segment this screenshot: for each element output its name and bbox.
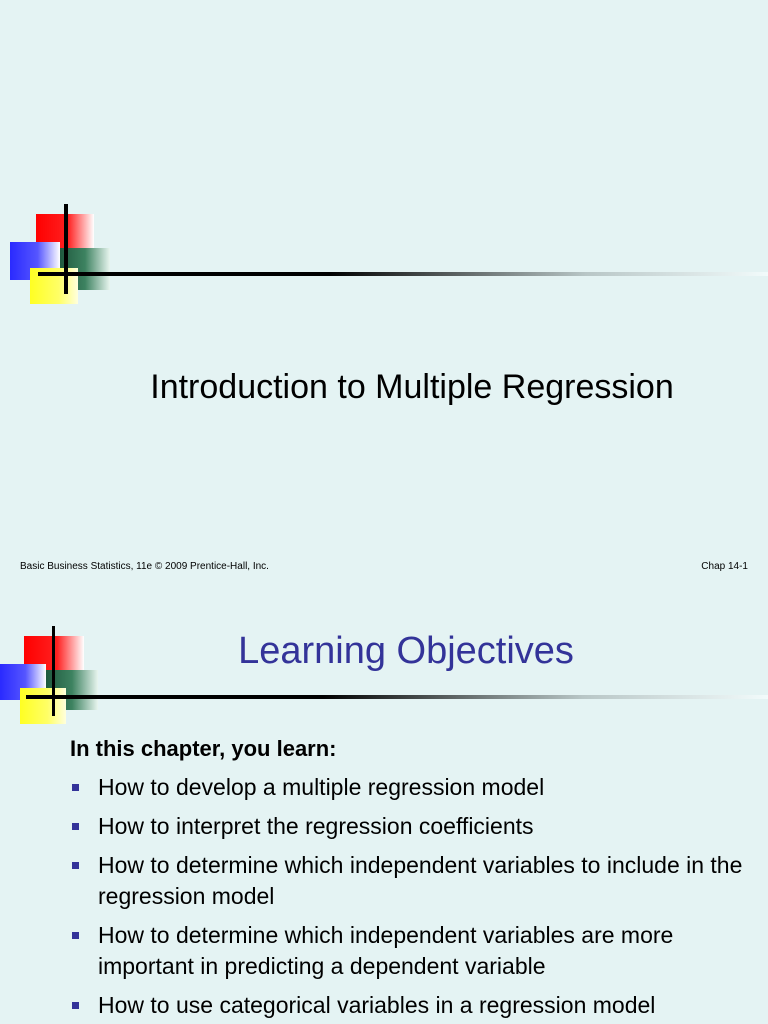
square-bullet-icon bbox=[72, 932, 79, 939]
list-item bbox=[70, 920, 760, 982]
square-bullet-icon bbox=[72, 862, 79, 869]
title-rule bbox=[26, 695, 768, 699]
objectives-slide bbox=[0, 586, 768, 1024]
list-item bbox=[70, 990, 760, 1021]
list-item-text: How to determine which independent variables are more important in predicting a dependent variable bbox=[98, 922, 674, 979]
slide-title: Learning Objectives bbox=[238, 630, 574, 672]
list-item-text: How to use categorical variables in a regression model bbox=[98, 992, 656, 1018]
slide-title: Introduction to Multiple Regression bbox=[150, 368, 674, 406]
list-item-text: How to interpret the regression coefficients bbox=[98, 813, 534, 839]
list-item-text: How to develop a multiple regression model bbox=[98, 774, 545, 800]
slide-logo-icon bbox=[10, 204, 110, 304]
footer-copyright: Basic Business Statistics, 11e © 2009 Prentice-Hall, Inc. bbox=[20, 561, 269, 572]
square-bullet-icon bbox=[72, 823, 79, 830]
list-item-text: How to determine which independent variables to include in the regression model bbox=[98, 852, 743, 909]
list-item bbox=[70, 811, 760, 842]
list-item bbox=[70, 850, 760, 912]
footer-page-number: Chap 14-1 bbox=[701, 561, 748, 572]
intro-text: In this chapter, you learn: bbox=[70, 736, 337, 761]
list-item bbox=[70, 772, 760, 803]
square-bullet-icon bbox=[72, 1002, 79, 1009]
objectives-list bbox=[70, 772, 760, 1024]
title-rule bbox=[38, 272, 768, 276]
square-bullet-icon bbox=[72, 784, 79, 791]
